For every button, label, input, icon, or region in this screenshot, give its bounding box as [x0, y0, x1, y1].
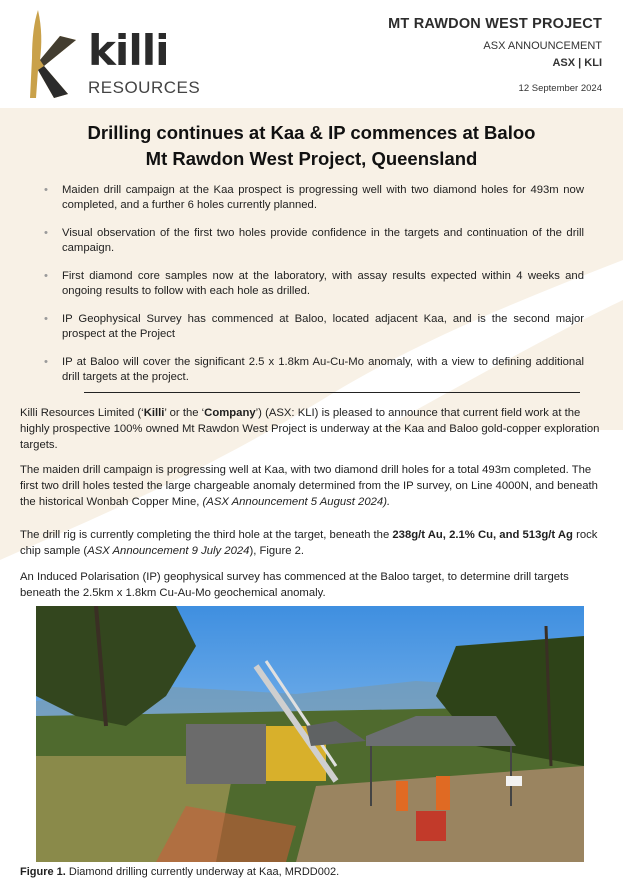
logo-subtitle: RESOURCES [88, 78, 201, 97]
logo-wordmark: killi [88, 26, 169, 75]
rig-paragraph: The drill rig is currently completing the third hole at the target, beneath the 238g/t Au, 2.1% Cu, and 513g/t Ag rock chip sample (ASX Announcement 9 July 2024), Figure 2. [20, 529, 598, 557]
bullet-icon: • [44, 184, 48, 196]
killi-logo-icon [30, 8, 90, 100]
highlight-item: • First diamond core samples now at the laboratory, with assay results expected within 4 weeks and ongoing results to follow with each hole as drilled. [44, 270, 584, 297]
ticker: ASX | KLI [552, 57, 602, 69]
divider [84, 392, 580, 393]
intro-paragraph: Killi Resources Limited (‘Killi’ or the ‘Company’) (ASX: KLI) is pleased to announce that current field work at the highly prospective 100% owned Mt Rawdon West Project is underway at the Kaa and Baloo gold-copper exploration targets. [20, 407, 600, 451]
highlight-item: • IP at Baloo will cover the significant 2.5 x 1.8km Au-Cu-Mo anomaly, with a view to defining additional drill targets at the project. [44, 356, 584, 383]
header-info [388, 16, 602, 94]
highlight-item: • IP Geophysical Survey has commenced at Baloo, located adjacent Kaa, and is the second major prospect at the Project [44, 313, 584, 340]
highlight-item: • Visual observation of the first two holes provide confidence in the targets and continuation of the drill campaign. [44, 227, 584, 254]
drill-paragraph: The maiden drill campaign is progressing well at Kaa, with two diamond drill holes for a total 493m completed. The first two drill holes tested the large chargeable anomaly determined from the IP survey, on Line 4000N, and beneath the historical Wonbah Copper Mine, (ASX Announcement 5 August 2024). [20, 464, 598, 508]
figure-caption: Figure 1. Diamond drilling currently underway at Kaa, MRDD002. [20, 866, 340, 878]
drill-site-image [36, 606, 584, 862]
project-name: MT RAWDON WEST PROJECT [388, 16, 602, 32]
bullet-icon: • [44, 313, 48, 325]
highlights-list [44, 183, 584, 398]
bullet-icon: • [44, 227, 48, 239]
bullet-icon: • [44, 356, 48, 368]
ip-paragraph: An Induced Polarisation (IP) geophysical survey has commenced at the Baloo target, to determine drill targets beneath the 2.5km x 1.8km Cu-Au-Mo geochemical anomaly. [20, 571, 569, 599]
title-line-2: Mt Rawdon West Project, Queensland [145, 148, 478, 169]
announcement-type: ASX ANNOUNCEMENT [483, 40, 602, 52]
killi-logo [30, 8, 201, 103]
bullet-icon: • [44, 270, 48, 282]
drilling-photo [36, 606, 584, 862]
page-title [0, 120, 623, 172]
title-line-1: Drilling continues at Kaa & IP commences at Baloo [87, 122, 536, 143]
announcement-date: 12 September 2024 [518, 83, 602, 94]
highlight-item: • Maiden drill campaign at the Kaa prospect is progressing well with two diamond holes for 493m now completed, and a further 6 holes currently planned. [44, 184, 584, 211]
